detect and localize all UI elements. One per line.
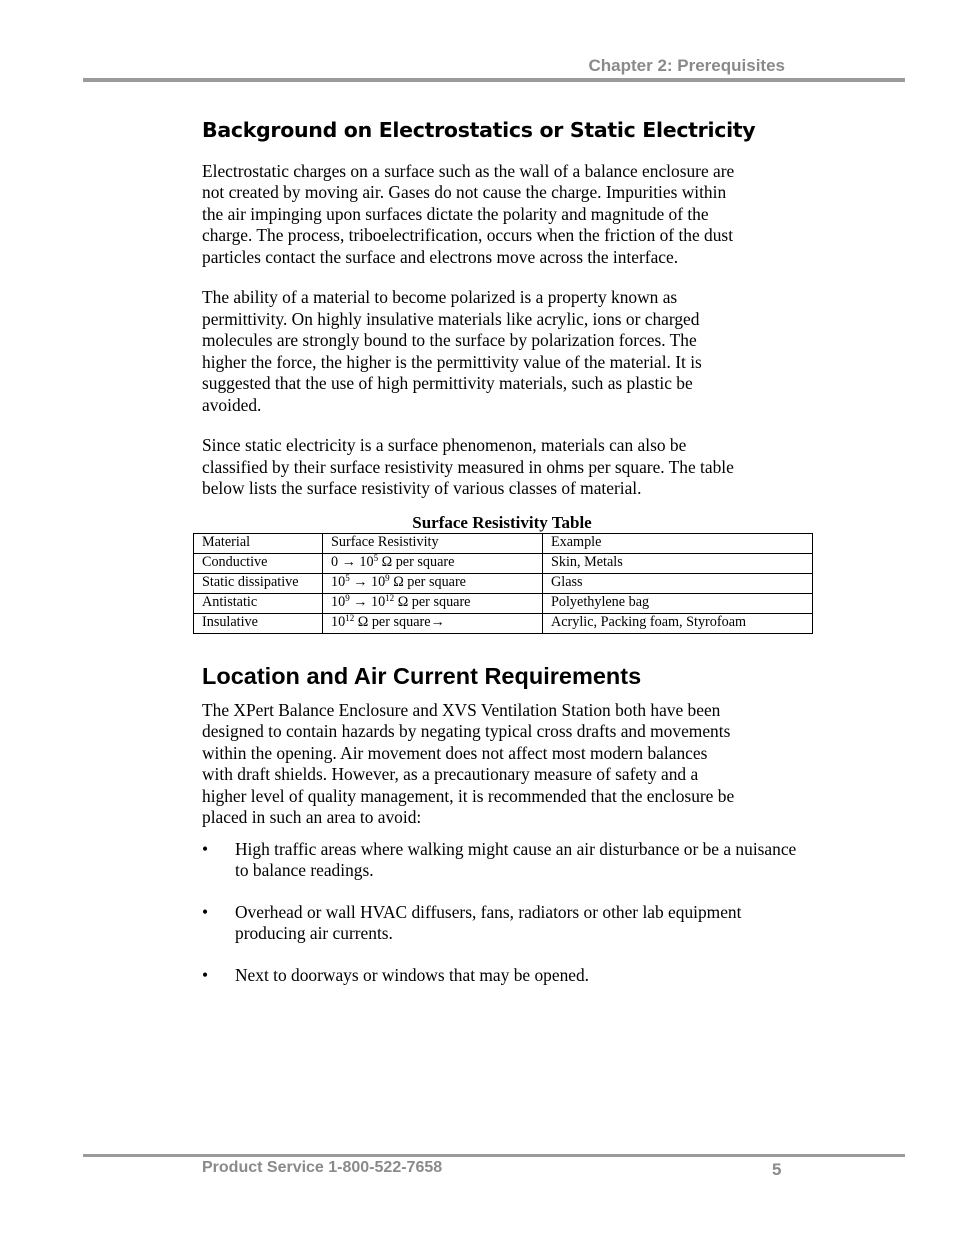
example-cell: Acrylic, Packing foam, Styrofoam bbox=[543, 613, 813, 633]
bullet-icon: • bbox=[202, 964, 209, 985]
bullet-icon: • bbox=[202, 838, 209, 859]
paragraph: The XPert Balance Enclosure and XVS Ventilation Station both have been designed to contain hazards by negating typical cross drafts and movements within the opening. Air movement does not affect most modern balances with draft shields. However, as a precautionary measure of safety and a higher level of quality management, it is recommended that the enclosure be placed in such an area to avoid: bbox=[202, 699, 735, 828]
product-service-phone: Product Service 1-800-522-7658 bbox=[202, 1159, 443, 1176]
table-row bbox=[194, 593, 813, 613]
material-cell: Conductive bbox=[194, 553, 323, 573]
resistivity-cell: $10^5 \to 10^9$ Ω per square bbox=[323, 573, 543, 593]
example-cell: Skin, Metals bbox=[543, 553, 813, 573]
resistivity-cell: $0 \to 10^5$ Ω per square bbox=[323, 553, 543, 573]
list-item: • Next to doorways or windows that may be opened. bbox=[202, 964, 590, 985]
paragraph: The ability of a material to become polarized is a property known as permittivity. On highly insulative materials like acrylic, ions or charged molecules are strongly bound to the surface by polarization forces. The higher the force, the higher is the permittivity value of the material. It is suggested that the use of high permittivity materials, such as plastic be avoided. bbox=[202, 287, 702, 415]
material-cell: Insulative bbox=[194, 613, 323, 633]
table-row bbox=[194, 573, 813, 593]
table-header-cell: Material bbox=[194, 533, 323, 553]
table-header-cell: Surface Resistivity bbox=[323, 533, 543, 553]
avoid-list bbox=[202, 839, 802, 987]
section-heading-location: Location and Air Current Requirements bbox=[202, 662, 642, 689]
paragraph: Since static electricity is a surface phenomenon, materials can also be classified by their surface resistivity measured in ohms per square. The table below lists the surface resistivity of various classes of material. bbox=[202, 435, 734, 499]
list-item: • High traffic areas where walking might cause an air disturbance or be a nuisance to balance readings. bbox=[202, 838, 797, 881]
surface-resistivity-table bbox=[193, 533, 813, 634]
list-item: • Overhead or wall HVAC diffusers, fans, radiators or other lab equipment producing air currents. bbox=[202, 901, 742, 944]
resistivity-cell: $10^9 \to 10^{12}$ Ω per square bbox=[323, 593, 543, 613]
table-row bbox=[194, 613, 813, 633]
table-header-row bbox=[194, 533, 813, 553]
material-cell: Antistatic bbox=[194, 593, 323, 613]
resistivity-cell: $10^{12}$ Ω per square→ bbox=[323, 613, 543, 633]
footer-rule bbox=[83, 1154, 905, 1157]
section-heading-electrostatics: Background on Electrostatics or Static Electricity bbox=[202, 118, 756, 142]
page-content bbox=[202, 118, 802, 1006]
material-cell: Static dissipative bbox=[194, 573, 323, 593]
bullet-icon: • bbox=[202, 901, 209, 922]
example-cell: Polyethylene bag bbox=[543, 593, 813, 613]
page-number: 5 bbox=[772, 1160, 782, 1179]
table-row bbox=[194, 553, 813, 573]
table-header-cell: Example bbox=[543, 533, 813, 553]
table-caption: Surface Resistivity Table bbox=[412, 512, 592, 532]
example-cell: Glass bbox=[543, 573, 813, 593]
paragraph: Electrostatic charges on a surface such as the wall of a balance enclosure are not created by moving air. Gases do not cause the charge. Impurities within the air impinging upon surfaces dictate the polarity and magnitude of the charge. The process, triboelectrification, occurs when the friction of the dust particles contact the surface and electrons move across the interface. bbox=[202, 160, 735, 267]
header-rule bbox=[83, 78, 905, 82]
chapter-header: Chapter 2: Prerequisites bbox=[588, 56, 785, 75]
